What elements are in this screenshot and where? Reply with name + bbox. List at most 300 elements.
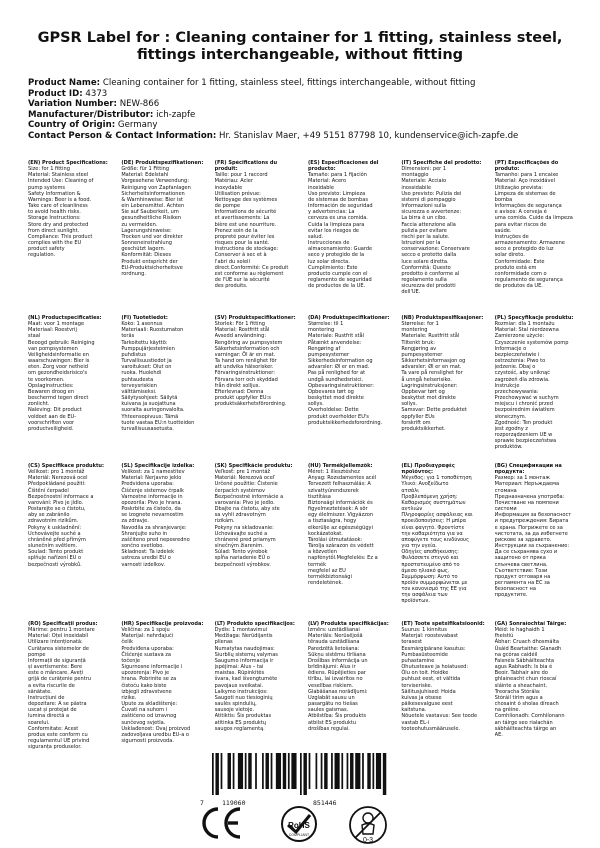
language-line: Usklađenost: Ovaj proizvod xyxy=(121,725,191,732)
language-line: Μέγεθος: για 1 τοποθέτηση xyxy=(401,475,472,482)
language-line: Pokyny k uskladnění: xyxy=(28,524,82,531)
language-line: de l'UE sur la sécurité xyxy=(214,276,270,283)
language-line: pulizia per evitare xyxy=(401,227,447,234)
language-line: Beoogd gebruik: Reiniging xyxy=(28,339,95,346)
language-line: conformidade com o xyxy=(494,270,547,277)
language-line: προϊόν συμμορφώνεται με xyxy=(401,579,468,586)
language-heading: (IT) Specifiche del prodotto: xyxy=(401,160,482,166)
language-line: Nettoyage des systèmes xyxy=(214,196,278,203)
language-line: advarsler: Øl er en mat. xyxy=(401,364,462,371)
language-heading: (EN) Product Specifications: xyxy=(28,160,108,166)
language-line: Tarkoitettu käyttö: xyxy=(121,339,168,346)
language-line: Zamierzone użycie: xyxy=(494,333,545,340)
language-line: beskyttet mot direkte xyxy=(401,395,456,402)
language-line: Πληροφορίες ασφάλειας και xyxy=(401,512,473,519)
language-line: Rengöring av pumpsystem xyxy=(214,339,283,346)
language-line: Ábhar: Cruach dhosmálta xyxy=(494,639,559,646)
language-block xyxy=(121,315,206,450)
language-line: Rengøring af xyxy=(308,345,341,352)
language-line: Размер: за 1 монтаж xyxy=(494,475,550,482)
language-line: productveiligheid. xyxy=(28,425,74,432)
language-line: Saugumo informacija ir xyxy=(214,657,274,664)
language-line: Material: Nerjavno jeklo xyxy=(121,475,182,482)
language-line: Uchovávajte suché a xyxy=(214,530,268,537)
barcode-bar xyxy=(248,753,251,789)
language-line: lumina directă a xyxy=(28,713,70,720)
barcode-bar xyxy=(228,753,231,789)
language-line: e avisos: A cerveja é xyxy=(494,209,547,216)
language-block xyxy=(28,315,113,450)
language-line: AE. xyxy=(494,731,503,738)
language-line: turvallisuusasetusta. xyxy=(121,425,174,432)
language-block xyxy=(495,621,580,750)
language-line: Dimensioni: per 1 xyxy=(401,166,447,173)
language-block xyxy=(495,315,580,450)
barcode-bar xyxy=(335,753,340,789)
language-line: Pumppujärjestelmien xyxy=(121,345,175,352)
language-line: izbjegli zdravstvene xyxy=(121,688,172,695)
language-line: την καθαριότητα για να xyxy=(401,530,463,537)
language-line: ruoka. Huolehdi xyxy=(121,370,162,377)
language-heading: (ES) Especificaciones del producto: xyxy=(308,160,379,173)
language-line: Φυλάσσετε στεγνό και xyxy=(401,555,459,562)
language-line: evitar los riesgos de xyxy=(308,227,360,234)
language-line: l'abri du soleil xyxy=(214,258,250,265)
language-line: cerveza es una comida. xyxy=(308,215,368,222)
language-line: sa vyhli zdravotným xyxy=(214,512,266,519)
language-block xyxy=(495,463,580,605)
language-line: ēdiens. Rūpējieties par xyxy=(308,670,366,677)
language-line: Pumbasüsteemide xyxy=(401,651,448,658)
language-line: suoralta auringonvalolta. xyxy=(121,407,185,414)
language-line: Atbilstība: Šis produkts xyxy=(308,713,366,720)
language-line: Dydis: 1 montavimui xyxy=(214,627,268,634)
language-line: saulės spindulių, xyxy=(214,701,257,708)
language-line: undgå sundhedsrisici. xyxy=(308,376,364,383)
language-line: ghlaineacht chun rioscaí xyxy=(494,676,557,683)
language-heading: (DA) Produktspecifikationer: xyxy=(308,315,390,321)
language-line: είναι φαγητό. Φροντίστε xyxy=(401,524,465,531)
language-line: Medžiaga: Nerūdijantis xyxy=(214,633,273,640)
language-line: Materiale: Rustfrit stål xyxy=(308,333,364,340)
language-line: bomba xyxy=(494,196,513,203)
language-line: Rengjøring av xyxy=(401,345,437,352)
language-block xyxy=(28,621,113,750)
language-line: rizikám. xyxy=(214,518,235,525)
language-line: te voorkomen. xyxy=(28,376,65,383)
language-line: Cuida la limpieza para xyxy=(308,221,365,228)
language-line: Koko: 1 asennus xyxy=(121,321,163,328)
language-line: saules gaismas. xyxy=(308,707,349,714)
language-line: Predviđena uporaba: xyxy=(121,645,174,652)
language-line: este o mâncare. Aveți xyxy=(28,670,84,677)
language-line: soarelui. xyxy=(28,719,50,726)
language-line: προειδοποιήσεις: Η μπίρα xyxy=(401,518,467,525)
language-line: Materiale: Rustfritt stål xyxy=(401,333,460,340)
language-line: Materiál: Nerezová oceľ xyxy=(214,475,275,482)
language-line: sláinte a sheachaint. xyxy=(494,682,548,689)
language-line: slunečním světlem. xyxy=(28,543,78,550)
language-line: zu vermeiden. xyxy=(121,221,158,228)
language-block xyxy=(495,160,580,295)
info-row xyxy=(28,89,588,100)
language-heading: (RO) Specificații produs: xyxy=(28,621,98,627)
language-line: Material: Acero xyxy=(308,178,347,185)
language-line: Información de seguridad xyxy=(308,203,373,210)
language-line: Skladnost: Ta izdelek xyxy=(121,549,175,556)
language-line: termékbiztonsági xyxy=(308,573,352,580)
page-title: GPSR Label for : Cleaning container for 1 fitting, stainless steel, fittings interchangeable, without fitting xyxy=(37,30,563,63)
language-line: kuivana ja suojattuna xyxy=(121,401,176,408)
language-line: Säkerhetsinformation och xyxy=(214,345,280,352)
barcode-bar xyxy=(212,753,214,795)
language-line: produkt uppfyller EU:s xyxy=(214,395,271,402)
language-line: Saugoti nuo tiesioginių xyxy=(214,694,273,701)
language-line: αντλιών xyxy=(401,506,423,513)
language-line: Intended Use: Cleaning of xyxy=(28,178,94,185)
language-line: att undvika hälsorisker. xyxy=(214,364,274,371)
language-line: Veličina: za 1 spoju xyxy=(121,627,170,634)
language-line: Efterlevnad: Denna xyxy=(214,388,264,395)
language-line: uma comida. Cuide da limpeza xyxy=(494,215,573,222)
language-block xyxy=(215,160,300,295)
language-line: Größe: für 1 Fitting xyxy=(121,166,170,173)
language-line: varnosti izdelkov. xyxy=(121,561,166,568)
language-line: Naleving: Dit product xyxy=(28,407,82,414)
language-line: αποφύγετε τους κινδύνους xyxy=(401,536,470,543)
language-line: producto cumple con el xyxy=(308,270,368,277)
language-heading: (HR) Specifikacije proizvoda: xyxy=(121,621,204,627)
language-line: Conformità: Questo xyxy=(401,264,451,271)
language-line: προστατευμένο από το xyxy=(401,561,460,568)
language-line: Produkt entspricht der xyxy=(121,258,178,265)
language-line: Προβλεπόμενη χρήση: xyxy=(401,493,458,500)
language-line: aby se zabránilo xyxy=(28,512,70,519)
language-line: čelik xyxy=(121,639,133,646)
barcode-bar xyxy=(265,753,268,789)
language-line: Material: Oțel inoxidabil xyxy=(28,633,89,640)
language-line: regulamentul UE privind xyxy=(28,737,90,744)
language-line: montering xyxy=(308,327,335,334)
language-line: luce solare diretta. xyxy=(401,258,449,265)
language-line: grijă de curățenie pentru xyxy=(28,676,91,683)
language-line: Limpeza de sistemas de xyxy=(494,190,556,197)
language-line: terveysriskien xyxy=(121,382,157,389)
language-line: pompe xyxy=(28,651,46,658)
language-line: Zgodność: Ten produkt xyxy=(494,419,553,426)
language-line: rizike. xyxy=(121,694,137,701)
info-key: Product Name: xyxy=(28,78,101,88)
language-line: Beoir. Tabhair aire do xyxy=(494,670,548,677)
language-line: å unngå helserisiko. xyxy=(401,376,452,383)
language-line: est conforme au règlement xyxy=(214,270,284,277)
language-line: Sonneneinstrahlung xyxy=(121,240,173,247)
language-line: puhtaudesta xyxy=(121,376,154,383)
language-line: Tamanho: para 1 encaixe xyxy=(494,172,559,179)
language-line: Izmērs: uzstādīšanai xyxy=(308,627,360,634)
language-line: conservazione: Conservare xyxy=(401,246,470,253)
language-line: Tárolja szárazon és védett xyxy=(308,543,374,550)
language-line: na gcóras caidéil xyxy=(494,651,538,658)
language-line: Samsvar: Dette produktet xyxy=(401,407,467,414)
language-line: Oppbevar tørt og xyxy=(401,388,445,395)
language-band xyxy=(28,315,580,450)
language-line: zagrożeń dla zdrowia. xyxy=(494,376,550,383)
language-line: från direkt solljus. xyxy=(214,382,260,389)
language-line: Materiał: Stal nierdzewna xyxy=(494,327,559,334)
language-line: jest zgodny z xyxy=(494,425,528,432)
language-heading: (ET) Toote spetsifikatsioonid: xyxy=(401,621,485,627)
language-line: se izognete nevarnostim xyxy=(121,512,184,519)
language-line: стомана xyxy=(494,487,517,494)
language-line: regulamento de segurança xyxy=(494,276,563,283)
language-line: almacenamiento: Guarde xyxy=(308,246,373,253)
language-line: produkt overholder EU's xyxy=(308,413,369,420)
language-line: Предназначена употреба: xyxy=(494,493,565,500)
language-line: EU-Produktsicherheitsve xyxy=(121,264,183,271)
language-band xyxy=(28,621,580,750)
language-heading: (LT) Produkto specifikacijos: xyxy=(214,621,295,627)
language-line: sunčevog svjetla. xyxy=(121,719,166,726)
language-line: τον κανονισμό της ΕΕ για xyxy=(401,586,467,593)
language-heading: (BG) Спецификации на продукта: xyxy=(494,463,562,476)
language-line: a közvetlen xyxy=(308,549,337,556)
language-line: Laikymo instrukcijos: xyxy=(214,688,268,695)
language-line: et avertissements: La xyxy=(214,215,270,222)
language-line: Instrucciones de xyxy=(308,240,350,247)
barcode-bar xyxy=(355,753,360,789)
language-line: Material: Aço inoxidável xyxy=(494,178,556,185)
language-line: oppfyller EUs xyxy=(401,413,435,420)
language-line: и предупреждения: Бирата xyxy=(494,518,569,525)
language-band xyxy=(28,463,580,605)
language-line: & Warnhinweise: Bier ist xyxy=(121,196,183,203)
language-line: sprawie bezpieczeństwa xyxy=(494,438,557,445)
language-line: spĺňa nariadenie EÚ o xyxy=(214,555,270,562)
language-line: rischi per la salute. xyxy=(401,233,450,240)
language-line: kockázatokat. xyxy=(308,530,343,537)
language-line: zdravotním rizikům. xyxy=(28,518,79,525)
language-line: reglamento de seguridad xyxy=(308,276,372,283)
language-line: zaštićeno od izravnog xyxy=(121,713,177,720)
svg-text:0-3: 0-3 xyxy=(362,837,374,844)
language-line: chosaint ó sholas díreach xyxy=(494,701,559,708)
language-line: е храна. Погрижете се за xyxy=(494,524,563,531)
info-value: Germany xyxy=(117,120,158,131)
language-line: sigurnosti proizvoda. xyxy=(121,737,174,744)
language-line: Informações de segurança xyxy=(494,203,562,210)
language-line: solar direto. xyxy=(494,252,525,259)
language-block xyxy=(308,160,393,295)
language-line: produktsäkerhetsförordning. xyxy=(214,401,287,408)
language-line: Anyag: Rozsdamentes acél xyxy=(308,475,377,482)
language-line: Paredzētā lietošana: xyxy=(308,645,360,652)
language-line: Předpokládané použití: xyxy=(28,481,86,488)
language-line: varningar: Öl är en mat. xyxy=(214,351,276,358)
language-block xyxy=(215,621,300,750)
language-line: Opbevaringsinstruktioner: xyxy=(308,382,374,389)
language-line: tērauda uzstādīšana xyxy=(308,639,360,646)
language-line: și avertismente: Bere xyxy=(28,664,83,671)
language-line: Ta hand om renlighet för xyxy=(214,358,277,365)
language-line: maistas. Rūpinkitės xyxy=(214,670,265,677)
language-line: Förvaringsinstruktioner: xyxy=(214,370,275,377)
language-line: egy élelmiszer. Vigyázzon xyxy=(308,512,374,519)
barcode-bar xyxy=(376,753,381,789)
barcode-digits-1: 119060 xyxy=(222,799,246,807)
language-line: Opbevares tørt og xyxy=(308,388,354,395)
language-line: bezpečnosti výrobků. xyxy=(28,561,82,568)
language-heading: (SL) Specifikacije izdelka: xyxy=(121,463,195,469)
language-line: propreté pour éviter les xyxy=(214,233,275,240)
language-line: päikesevalguse eest xyxy=(401,701,453,708)
language-line: Uso previsto: Pulizia dei xyxy=(401,190,462,197)
language-line: άμεσο ηλιακό φως. xyxy=(401,567,450,574)
language-line: Veiligheidsinformatie en xyxy=(28,351,89,358)
age-warning-icon xyxy=(348,805,388,848)
language-line: de pompe xyxy=(214,203,241,210)
product-info xyxy=(28,78,588,142)
language-line: Tamaño: para 1 fijación xyxy=(308,172,367,179)
language-line: Οδηγίες αποθήκευσης: xyxy=(401,549,459,556)
language-line: product safety xyxy=(28,246,65,253)
barcode-bar xyxy=(367,753,370,789)
language-line: za zdravje. xyxy=(121,518,149,525)
language-line: sollys. xyxy=(308,401,324,408)
ce-mark-icon xyxy=(200,805,244,845)
language-line: montering xyxy=(401,327,428,334)
language-line: czystość, aby uniknąć xyxy=(494,370,551,377)
language-line: szivattyúrendszerek xyxy=(308,487,359,494)
language-line: Warnings: Beer is a food. xyxy=(28,196,92,203)
language-line: Suurus: 1 kinnitus xyxy=(401,627,447,634)
language-line: puhtust eest, et vältida xyxy=(401,676,461,683)
info-row xyxy=(28,131,588,142)
language-line: Postarejte se o čistotu, xyxy=(28,506,86,513)
language-line: Informations de sécurité xyxy=(214,209,277,216)
language-block xyxy=(401,463,486,605)
language-line: plienas xyxy=(214,639,233,646)
language-line: Materiál: Nerezová ocel xyxy=(28,475,88,482)
barcode-bar xyxy=(238,753,243,789)
language-line: Úsáid Beartaithe: Glanadh xyxy=(494,645,562,652)
barcode-bar xyxy=(300,753,302,795)
language-line: Tárolási útmutatások: xyxy=(308,536,363,543)
language-line: чистотата, за да избегнете xyxy=(494,530,568,537)
language-line: Opslaginstructies: xyxy=(28,382,74,389)
language-line: de productos de la UE. xyxy=(308,283,366,290)
barcode-bar xyxy=(276,753,281,789)
language-line: Velikost: za 1 namestitev xyxy=(121,469,185,476)
language-line: sicurezza e avvertenze: xyxy=(401,209,462,216)
language-line: Drošības informācija un xyxy=(308,657,368,664)
language-line: Comhlíonadh: Comhlíonann xyxy=(494,713,565,720)
svg-text:RoHS: RoHS xyxy=(288,821,310,830)
barcode-bar xyxy=(350,753,353,789)
info-key: Manufacturer/Distributor: xyxy=(28,109,154,120)
language-line: продукт отговаря на xyxy=(494,573,551,580)
language-line: rordnung. xyxy=(121,270,146,277)
language-block xyxy=(308,463,393,605)
language-line: Avsedd användning: xyxy=(214,333,267,340)
language-line: des produits. xyxy=(214,283,248,290)
language-line: kaitstuna. xyxy=(401,707,427,714)
language-line: bezpośrednim światłem xyxy=(494,407,555,414)
barcode-bar xyxy=(303,753,306,795)
language-line: Conformitate: Acest xyxy=(28,725,79,732)
language-block xyxy=(401,621,486,750)
language-line: sistemi di pompaggio xyxy=(401,196,456,203)
language-line: Sikkerhedsinformation og xyxy=(308,358,373,365)
language-line: tīrību, lai izvairītos no xyxy=(308,676,363,683)
info-row xyxy=(28,120,588,131)
language-line: om gezondheidsrisico's xyxy=(28,370,87,377)
language-line: Instruções de xyxy=(494,233,529,240)
language-line: Maat: voor 1 montage xyxy=(28,321,85,328)
language-line: Materijal: nehrđajući xyxy=(121,633,174,640)
barcode-bar xyxy=(288,753,290,789)
barcode-bar xyxy=(255,753,257,789)
language-line: produktsikkerhet. xyxy=(401,425,446,432)
language-line: Yhteensopivuus: Tämä xyxy=(121,413,179,420)
language-line: an táirge seo rialachán xyxy=(494,719,553,726)
language-line: ustreza uredbi EU o xyxy=(121,555,171,562)
language-line: Storlek: För 1 fitting xyxy=(214,321,265,328)
language-line: Storage Instructions: xyxy=(28,215,81,222)
language-line: Informazioni sulla xyxy=(401,203,446,210)
language-line: ostrzeżenia: Piwo to xyxy=(494,358,546,365)
language-line: complies with the EU xyxy=(28,240,82,247)
language-line: Sigurnosne informacije i xyxy=(121,664,183,671)
language-line: Turvallisuustiedot ja xyxy=(121,358,172,365)
language-line: Uso previsto: Limpieza xyxy=(308,190,366,197)
language-line: Compliance: This product xyxy=(28,233,93,240)
language-line: Säilitusjuhised: Hoida xyxy=(401,688,456,695)
language-line: de produtos da UE. xyxy=(494,283,543,290)
language-line: безопасност на xyxy=(494,586,536,593)
language-line: για την υγεία. xyxy=(401,543,437,550)
language-heading: (NL) Productspecificaties: xyxy=(28,315,102,321)
language-line: armazenamento: Armazene xyxy=(494,240,565,247)
language-line: beschermd tegen direct xyxy=(28,395,89,402)
language-line: Čuvati na suhom i xyxy=(121,707,168,714)
language-line: регламента на ЕС за xyxy=(494,579,550,586)
language-line: Materiāls: Nerūsējošā xyxy=(308,633,363,640)
language-line: tisztítása xyxy=(308,493,331,500)
language-line: van pompsystemen xyxy=(28,345,78,352)
language-line: Soulad: Tento produkt xyxy=(28,549,84,556)
language-heading: (EL) Προδιαγραφές προϊόντος: xyxy=(401,463,455,476)
info-key: Variation Number: xyxy=(28,99,117,110)
language-line: системи xyxy=(494,506,517,513)
language-block xyxy=(215,315,300,450)
language-line: Conserver à sec et à xyxy=(214,252,267,259)
language-line: napfénytől.Megfelelés: Ez a termék xyxy=(308,555,378,568)
language-line: Съответствие: Този xyxy=(494,567,548,574)
language-line: Materiaal: Roestvrij xyxy=(28,327,77,334)
language-line: zonlicht. xyxy=(28,401,50,408)
language-line: tooteohutusmäärusele. xyxy=(401,725,461,732)
language-line: drošības regulai. xyxy=(308,725,350,732)
language-line: Czyszczenie systemów pomp xyxy=(494,339,569,346)
language-line: Upute za skladištenje: xyxy=(121,701,178,708)
language-line: atitinka ES produktų xyxy=(214,719,266,726)
language-line: Take care of cleanliness xyxy=(28,203,88,210)
language-block xyxy=(28,463,113,605)
language-heading: (LV) Produkta specifikācijas: xyxy=(308,621,389,627)
language-line: inossidabile xyxy=(401,184,432,191)
language-line: produktsikkerhedsforordning. xyxy=(308,419,383,426)
